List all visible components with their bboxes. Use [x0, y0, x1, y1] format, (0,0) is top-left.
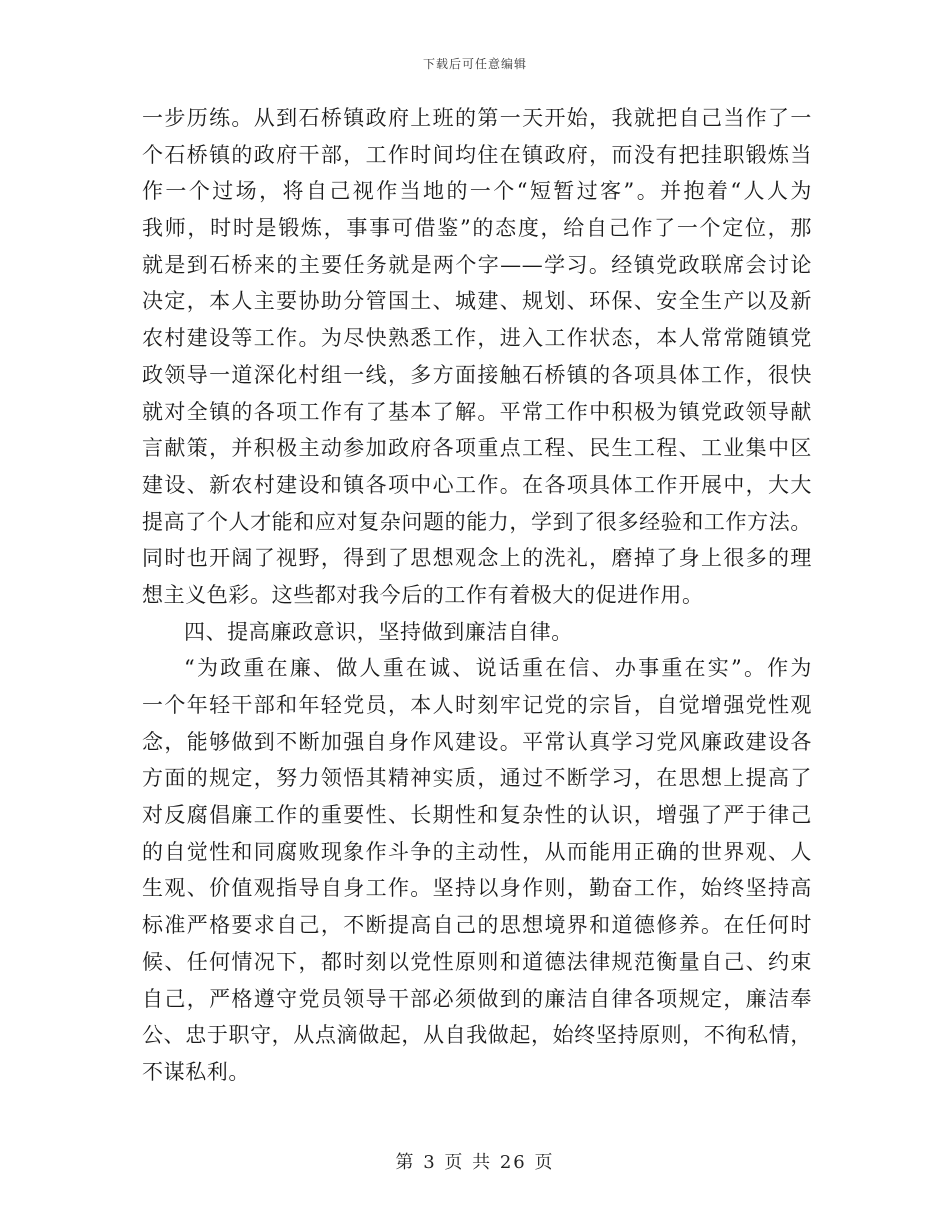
body-line: 的自觉性和同腐败现象作斗争的主动性，从而能用正确的世界观、人	[142, 839, 812, 864]
body-line: 想主义色彩。这些都对我今后的工作有着极大的促进作用。	[142, 582, 704, 607]
body-line: 候、任何情况下，都时刻以党性原则和道德法律规范衡量自己、约束	[142, 949, 812, 974]
body-line: “为政重在廉、做人重在诚、说话重在信、办事重在实”。作为	[184, 656, 812, 681]
body-line: 就对全镇的各项工作有了基本了解。平常工作中积极为镇党政领导献	[142, 399, 812, 424]
body-line: 自己，严格遵守党员领导干部必须做到的廉洁自律各项规定，廉洁奉	[142, 986, 812, 1011]
body-line: 念，能够做到不断加强自身作风建设。平常认真学习党风廉政建设各	[142, 729, 812, 754]
page-number: 第 3 页 共 26 页	[395, 1152, 555, 1173]
body-line: 一步历练。从到石桥镇政府上班的第一天开始，我就把自己当作了一	[142, 106, 812, 130]
body-line: 一个年轻干部和年轻党员，本人时刻牢记党的宗旨，自觉增强党性观	[142, 693, 812, 717]
body-line: 建设、新农村建设和镇各项中心工作。在各项具体工作开展中，大大	[142, 472, 812, 497]
body-line: 不谋私利。	[142, 1059, 250, 1084]
body-line: 作一个过场，将自己视作当地的一个“短暂过客”。并抱着“人人为	[142, 179, 812, 204]
body-line: 言献策，并积极主动参加政府各项重点工程、民生工程、工业集中区	[142, 436, 812, 461]
body-line: 对反腐倡廉工作的重要性、长期性和复杂性的认识，增强了严于律己	[142, 803, 812, 828]
body-line: 标准严格要求自己，不断提高自己的思想境界和道德修养。在任何时	[142, 913, 812, 938]
page-header-note: 下载后可任意编辑	[422, 57, 527, 71]
body-line: 提高了个人才能和应对复杂问题的能力，学到了很多经验和工作方法。	[142, 509, 812, 534]
body-line: 个石桥镇的政府干部，工作时间均住在镇政府，而没有把挂职锻炼当	[142, 142, 812, 167]
body-line: 生观、价值观指导自身工作。坚持以身作则，勤奋工作，始终坚持高	[142, 876, 812, 901]
body-line: 同时也开阔了视野，得到了思想观念上的洗礼，磨掉了身上很多的理	[142, 546, 812, 571]
body-line: 政领导一道深化村组一线，多方面接触石桥镇的各项具体工作，很快	[142, 362, 812, 387]
body-line: 方面的规定，努力领悟其精神实质，通过不断学习，在思想上提高了	[142, 766, 812, 791]
document-body	[142, 100, 812, 1091]
body-line: 决定，本人主要协助分管国土、城建、规划、环保、安全生产以及新	[142, 289, 812, 314]
body-line: 我师，时时是锻炼，事事可借鉴”的态度，给自己作了一个定位，那	[142, 216, 812, 241]
body-line: 公、忠于职守，从点滴做起，从自我做起，始终坚持原则，不徇私情，	[142, 1023, 812, 1048]
body-line: 农村建设等工作。为尽快熟悉工作，进入工作状态，本人常常随镇党	[142, 326, 812, 351]
body-line: 就是到石桥来的主要任务就是两个字——学习。经镇党政联席会讨论	[142, 252, 812, 277]
section-heading: 四、提高廉政意识，坚持做到廉洁自律。	[184, 619, 573, 644]
